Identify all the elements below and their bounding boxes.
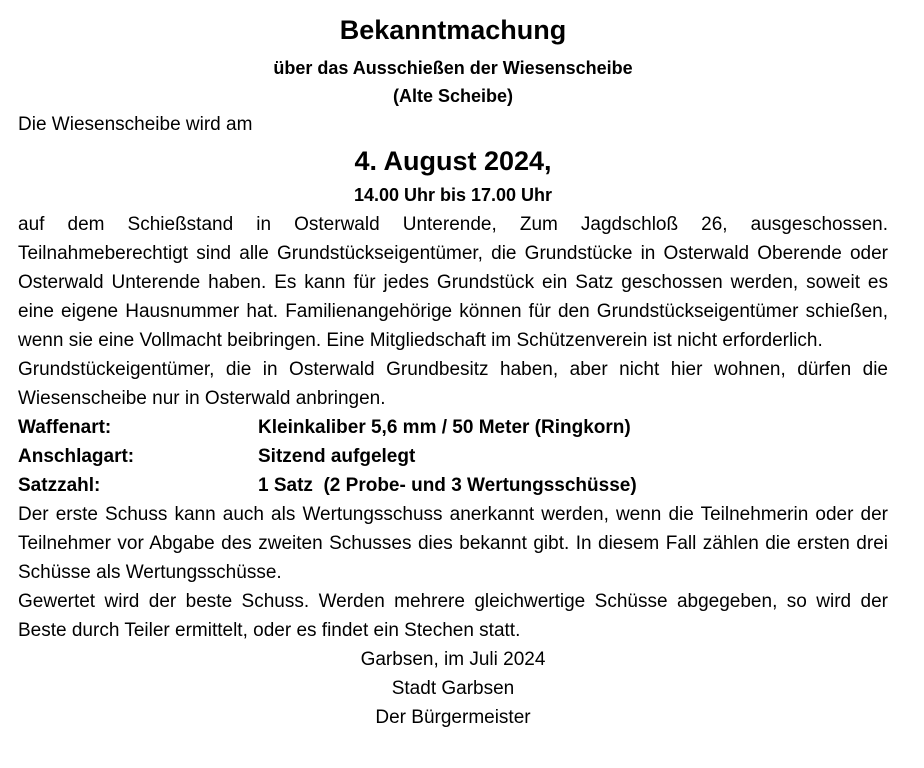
intro-text: Die Wiesenscheibe wird am — [18, 114, 253, 135]
detail-row-shots — [18, 471, 888, 500]
closing-signatory: Der Bürgermeister — [375, 707, 531, 728]
closing-authority: Stadt Garbsen — [391, 678, 515, 699]
detail-value: Kleinkaliber 5,6 mm / 50 Meter (Ringkorn) — [258, 417, 631, 438]
announcement-document — [18, 8, 888, 732]
detail-value: Sitzend aufgelegt — [258, 446, 416, 467]
document-title: Bekanntmachung — [339, 15, 567, 45]
detail-row-position — [18, 442, 888, 471]
paragraph-scoring-rule: Gewertet wird der beste Schuss. Werden mehrere gleichwertige Schüsse abgegeben, so wird der Beste durch Teiler ermittelt, oder es findet ein Stechen statt. — [18, 591, 888, 641]
event-time: 14.00 Uhr bis 17.00 Uhr — [353, 185, 553, 205]
paragraph-non-residents: Grundstückeigentümer, die in Osterwald Grundbesitz haben, aber nicht hier wohnen, dürfen die Wiesenscheibe nur in Osterwald anbringen. — [18, 359, 888, 409]
paragraph-first-shot-rule: Der erste Schuss kann auch als Wertungsschuss anerkannt werden, wenn die Teilnehmerin oder der Teilnehmer vor Abgabe des zweiten Schusses dies bekannt gibt. In diesem Fall zählen die ersten drei Schüsse als Wertungsschüsse. — [18, 504, 888, 583]
closing-place-date: Garbsen, im Juli 2024 — [360, 649, 546, 670]
detail-label: Waffenart: — [18, 417, 112, 438]
event-date: 4. August 2024, — [354, 146, 552, 176]
detail-row-weapon — [18, 413, 888, 442]
detail-label: Anschlagart: — [18, 446, 135, 467]
document-subtitle: über das Ausschießen der Wiesenscheibe — [273, 58, 633, 78]
detail-label: Satzzahl: — [18, 475, 101, 496]
paragraph-location-eligibility: auf dem Schießstand in Osterwald Unterende, Zum Jagdschloß 26, ausgeschossen. Teilnahmeberechtigt sind alle Grundstückseigentümer, die Grundstücke in Osterwald Oberende oder Osterwald Unterende haben. Es kann für jedes Grundstück ein Satz geschossen werden, soweit es eine eigene Hausnummer hat. Familienangehörige können für den Grundstückseigentümer schießen, wenn sie eine Vollmacht beibringen. Eine Mitgliedschaft im Schützenverein ist nicht erforderlich. — [18, 214, 888, 351]
shooting-details — [18, 413, 888, 500]
document-subtitle-note: (Alte Scheibe) — [392, 86, 514, 106]
detail-value: 1 Satz (2 Probe- und 3 Wertungsschüsse) — [258, 475, 637, 496]
